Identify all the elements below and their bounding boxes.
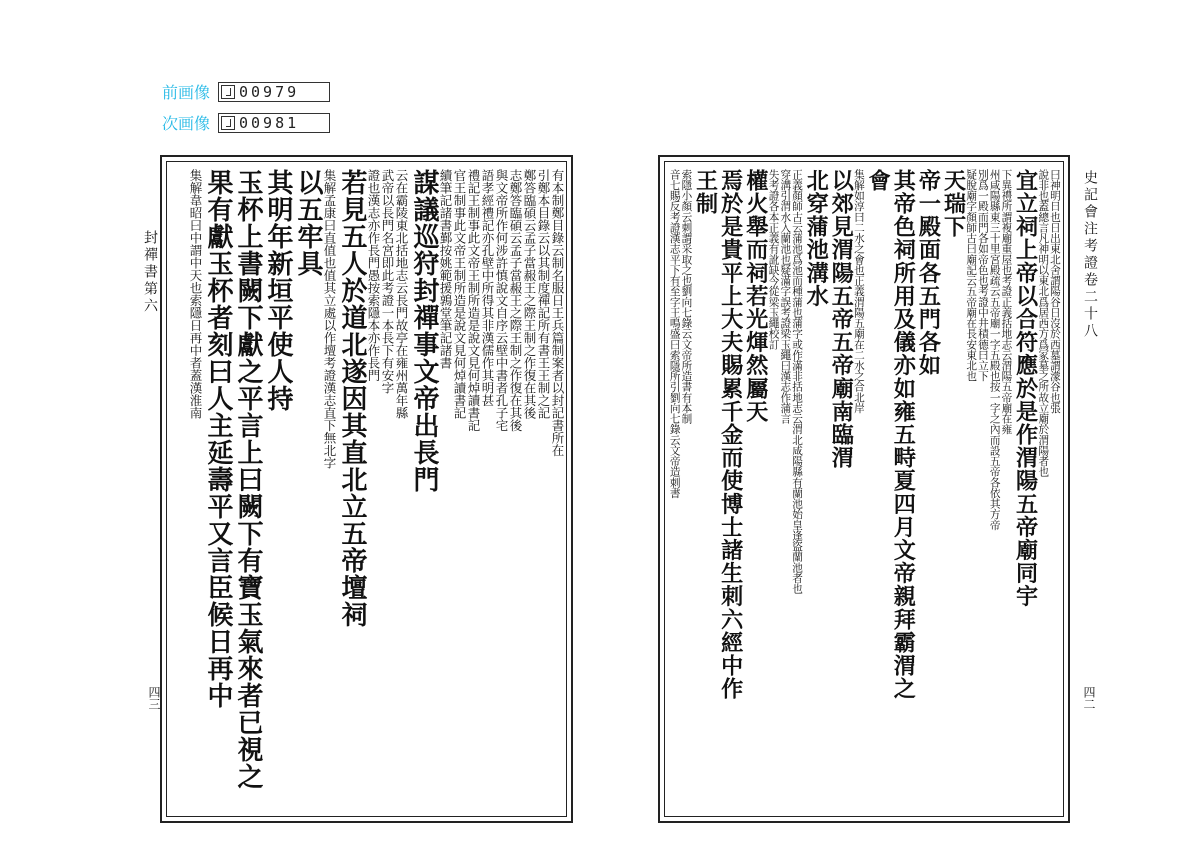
text-column: 志鄭答臨碩云孟子當赧王之際王制之作復在其後: [508, 169, 523, 432]
text-column: 失考證各本正義有訛缺今從梁玉繩校訂: [767, 169, 781, 350]
next-image-nav[interactable]: [162, 111, 330, 134]
next-image-code: 00981: [239, 113, 300, 132]
next-image-link[interactable]: 次画像: [162, 114, 211, 133]
left-page: [160, 155, 573, 823]
prev-image-code: 00979: [239, 82, 300, 101]
text-column: 正義顏師古云蒲池爲池而種蒲也蒲字或作滿非括地志云渭北咸陽縣有蘭池始皇逢盜蘭池者也: [791, 169, 804, 594]
text-column: 續筆記諸書鄞按姚範援鶉堂筆記諸書: [438, 169, 453, 369]
text-column: 引鄭本目錄云以其制度禪記所有書王王制之記: [536, 169, 551, 419]
text-column: 證也漢志亦作長門愚按索隱本亦作長門: [366, 169, 381, 382]
text-column: 權火舉而祠若光煇然屬天: [742, 169, 769, 424]
text-column: 鄭答臨碩云孟子當赧王之際王制之作復在其後: [522, 169, 537, 419]
text-column: 曰神明日也日出東北舍謂陽谷日沒於西墓謂濛谷也張: [1048, 169, 1062, 414]
text-column: 天瑞下: [940, 169, 967, 239]
text-column: 別爲一殿而門各如帝色也考證中井積德曰立下: [976, 169, 990, 382]
text-column: 帝一殿面各五門各如: [915, 169, 942, 377]
text-column: 若見五人於道北遂因其直北立五帝壇祠: [337, 169, 367, 628]
text-column: 其帝色祠所用及儀亦如雍五畤夏四月文帝親拜霸渭之: [890, 169, 917, 701]
text-column: 王制: [692, 169, 719, 216]
next-image-code-field[interactable]: [218, 113, 330, 133]
text-column: 有本制鄭目錄云制名服日王兵篇制案者以封記書所在: [550, 169, 565, 457]
text-column: 武帝以長門名宮即此考證一本長下有安字: [380, 169, 395, 394]
text-column: 穿溝引渭水入蘭池也疑滿字誤考證梁玉繩曰漢志作蒲言: [779, 169, 793, 424]
text-column: 州咸陽縣東三十里宮殿疏云五帝廟一字五殿也按一字之內而設五帝各依其方帝: [988, 169, 1002, 531]
text-column: 說非也蓋總言凡神明以東北爲居西方爲冢墓之所故立廟於渭陽者也: [1037, 169, 1051, 477]
text-column: 語孝經禮記亦孔壁中所得其非漢儒作其明甚: [480, 169, 495, 407]
left-page-number: 四三: [147, 686, 161, 710]
prev-image-code-field[interactable]: [218, 82, 330, 102]
text-column: 以郊見渭陽五帝五帝廟南臨渭: [828, 169, 855, 470]
text-column: 云在霸陵東北括地志云長門故亭在雍州萬年縣: [394, 169, 409, 419]
text-column: 其明年新垣平使人持: [263, 169, 293, 412]
text-column: 會: [865, 169, 892, 193]
left-running-title: 封禪書第六: [142, 230, 158, 315]
text-column: 集解如淳曰二水之會也正義渭陽五廟在二水之合北岸: [852, 169, 866, 414]
text-column: 以五牢具: [293, 169, 323, 277]
text-column: 音七賜反考證漢志平下有至字王鳴盛曰索隱所引劉向七錄云文帝造刺書: [668, 169, 682, 499]
right-page: [658, 155, 1070, 823]
text-column: 謀議巡狩封禪事文帝出長門: [409, 169, 439, 493]
text-column: 下異禮所謂複廟重屋也考證正義括地志云渭陽五帝廟在雍: [1000, 169, 1014, 435]
text-column: 集解韋昭曰中謂中天也索隱日再中者蓋漢淮南: [188, 169, 203, 419]
text-column: 集解孟康曰直值也值其立處以作壇考證漢志直下無北字: [322, 169, 337, 469]
text-column: 與文帝所作何涉許慎說文自序云壁中書者孔子宅: [494, 169, 509, 432]
prev-image-nav[interactable]: [162, 80, 330, 103]
corner-icon: [221, 85, 235, 99]
corner-icon: [221, 116, 235, 130]
text-column: 疑脫廟字顏師古曰廟記云五帝廟在長安東北也: [965, 169, 979, 382]
text-column: 禮記王制事此文帝王制所造是說文見何焯讀書記: [466, 169, 481, 432]
text-column: 果有獻玉杯者刻曰人主延壽平又言臣候日再中: [203, 169, 233, 709]
right-page-number: 四二: [1082, 686, 1096, 710]
text-column: 宜立祠上帝以合符應於是作渭陽五帝廟同宇: [1012, 169, 1039, 608]
text-column: 索隱小顏云刺謂采取之也劉向七錄云文帝所造書有本制: [680, 169, 694, 424]
text-column: 官王制事此文帝王制所造是說文見何焯讀書記: [452, 169, 467, 419]
right-running-title: 史記會注考證卷二十八: [1082, 170, 1098, 340]
text-column: 北穿蒲池溝水: [803, 169, 830, 308]
text-column: 玉杯上書闕下獻之平言上曰闕下有寶玉氣來者已視之: [233, 169, 263, 790]
text-column: 焉於是貴平上大夫賜累千金而使博士諸生刺六經中作: [717, 169, 744, 701]
prev-image-link[interactable]: 前画像: [162, 83, 211, 102]
